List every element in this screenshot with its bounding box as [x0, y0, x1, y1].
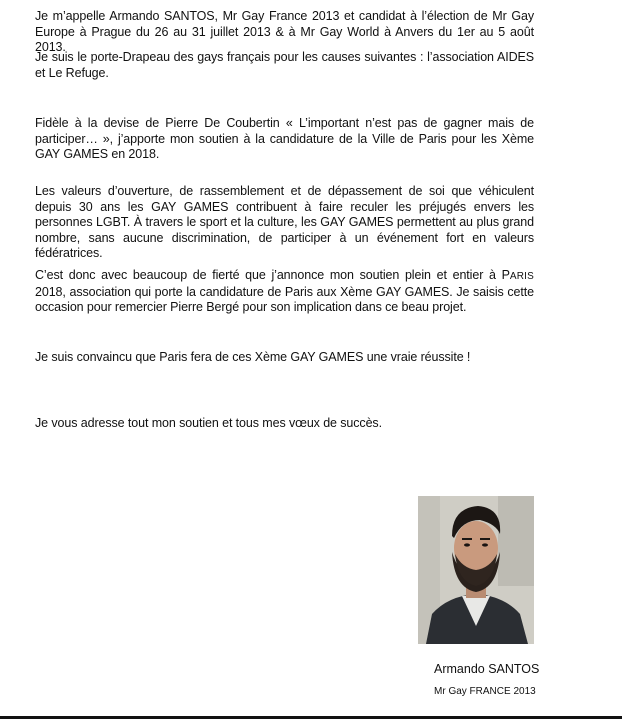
paragraph-intro: Je m’appelle Armando SANTOS, Mr Gay France 2013 et candidat à l’élection de Mr Gay Europe à Prague du 26 au 31 juillet 2013 & à Mr Gay World à Anvers du 1er au 5 août 2013. [35, 9, 534, 54]
signature-title: Mr Gay FRANCE 2013 [434, 686, 536, 697]
portrait-photo [418, 496, 534, 644]
paragraph-support [35, 268, 534, 316]
bottom-border [0, 716, 622, 719]
paragraph-causes: Je suis le porte-Drapeau des gays français pour les causes suivantes : l’association AIDES et Le Refuge. [35, 50, 534, 80]
paris-initial: P [501, 268, 510, 282]
paragraph-coubertin: Fidèle à la devise de Pierre De Coubertin « L’important n’est pas de gagner mais de participer… », j’apporte mon soutien à la candidature de la Ville de Paris pour les Xème GAY GAMES en 2018. [35, 116, 534, 161]
support-text-after: 2018, association qui porte la candidature de Paris aux Xème GAY GAMES. Je saisis cette occasion pour remercier Pierre Bergé pour son implication dans ce beau projet. [35, 284, 534, 314]
paris-smallcaps: ARIS [509, 271, 534, 282]
paragraph-closing: Je vous adresse tout mon soutien et tous mes vœux de succès. [35, 416, 382, 430]
portrait-illustration [418, 496, 534, 644]
paragraph-values: Les valeurs d’ouverture, de rassemblement et de dépassement de soi que véhiculent depuis 30 ans les GAY GAMES contribuent à faire reculer les préjugés envers les personnes LGBT. À travers le sport et la culture, les GAY GAMES permettent au plus grand nombre, sans aucune discrimination, de participer à un événement fort en valeurs fédératrices. [35, 184, 534, 260]
signature-name: Armando SANTOS [434, 662, 540, 676]
support-text-before: C’est donc avec beaucoup de fierté que j’annonce mon soutien plein et entier à [35, 268, 502, 282]
paragraph-conviction: Je suis convaincu que Paris fera de ces Xème GAY GAMES une vraie réussite ! [35, 350, 471, 364]
